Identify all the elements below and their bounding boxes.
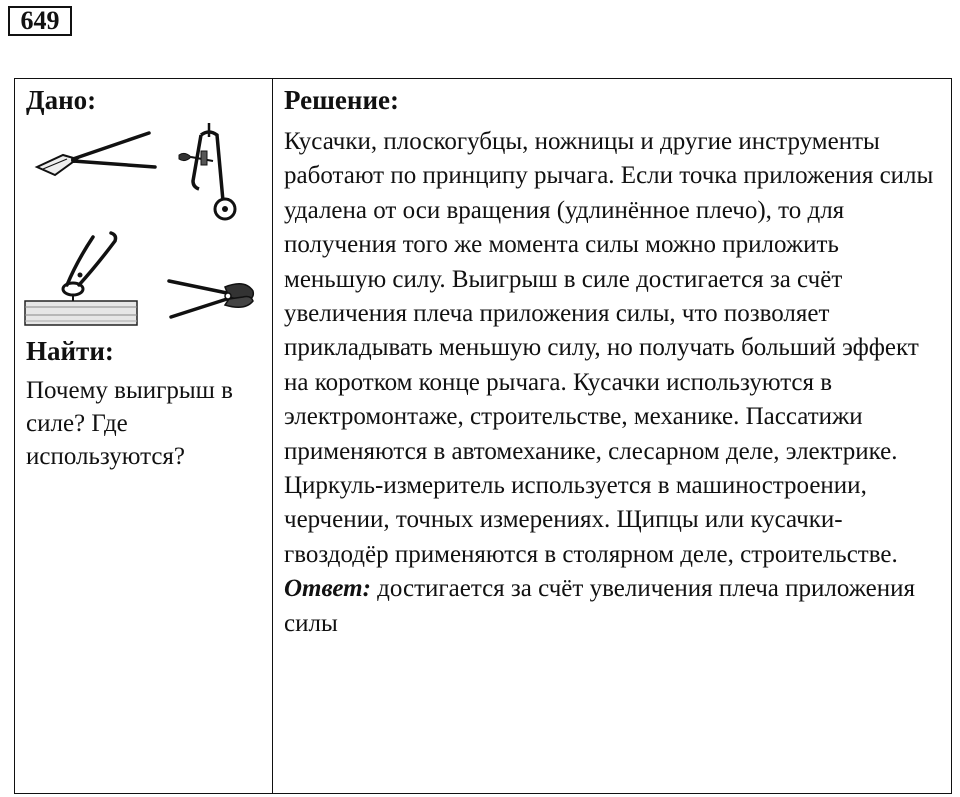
wire-cutters-icon [33, 129, 158, 189]
problem-number: 649 [8, 6, 72, 36]
caliper-compass-icon [173, 121, 253, 231]
answer-label: Ответ: [284, 575, 371, 603]
find-heading: Найти: [26, 336, 114, 366]
solution-column [273, 79, 952, 794]
answer-text: достигается за счёт увеличения плеча приложения силы [284, 575, 916, 637]
answer [284, 572, 941, 641]
pincers-nail-puller-icon [23, 231, 143, 336]
end-cutters-icon [165, 271, 260, 326]
find-question: Почему выигрыш в силе? Где используются? [26, 377, 233, 470]
task-table [14, 78, 952, 794]
given-heading: Дано: [26, 85, 97, 115]
solution-heading: Решение: [284, 85, 399, 115]
given-column [15, 79, 273, 794]
tools-illustration [15, 121, 272, 336]
solution-text: Кусачки, плоскогубцы, ножницы и другие инструменты работают по принципу рычага. Если точка приложения силы удалена от оси вращения (удлинённое плечо), то для получения того же момента силы можно приложить меньшую силу. Выигрыш в силе достигается за счёт увеличения плеча приложения силы, что позволяет прикладывать меньшую силу, но получать больший эффект на коротком конце рычага. Кусачки используются в электромонтаже, строительстве, механике. Пассатижи применяются в автомеханике, слесарном деле, электрике. Циркуль-измеритель используется в машиностроении, черчении, точных измерениях. Щипцы или кусачки-гвоздодёр применяются в столярном деле, строительстве. [284, 128, 934, 568]
